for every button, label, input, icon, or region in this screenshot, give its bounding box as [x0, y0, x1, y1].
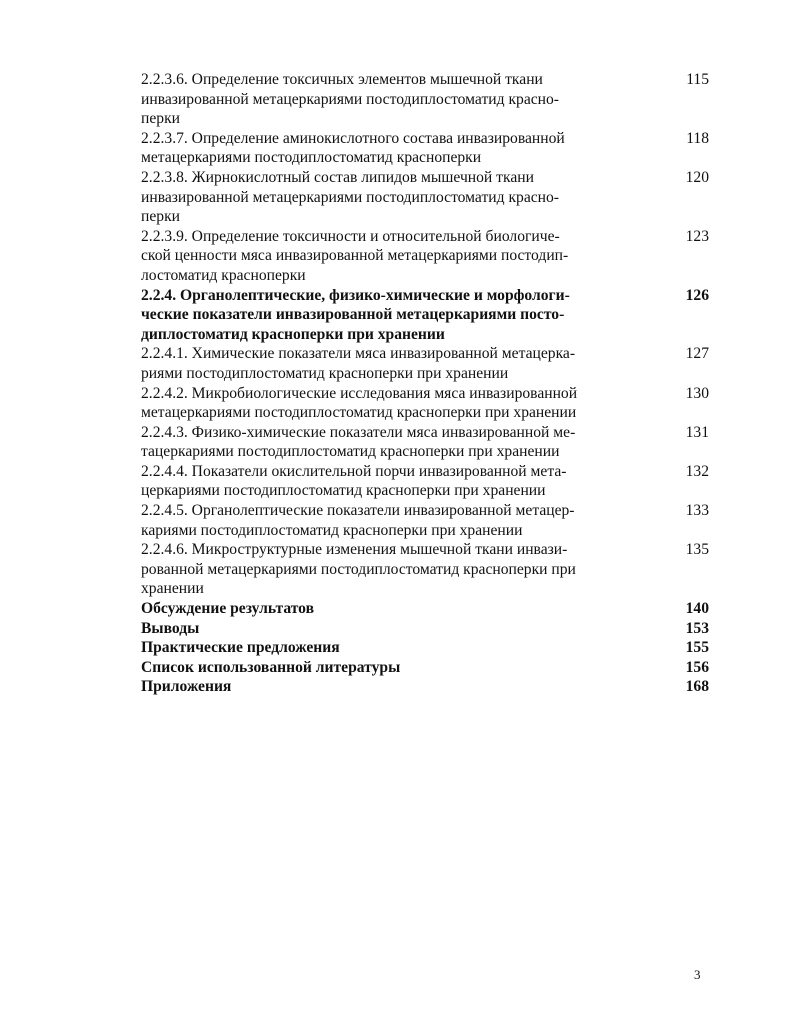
table-of-contents — [141, 70, 713, 697]
toc-entry-title: 2.2.3.8. Жирнокислотный состав липидов мышечной ткани инвазированной метацеркариями постодиплостоматид красно- перки — [141, 168, 559, 226]
toc-entry-title: Обсуждение результатов — [141, 600, 315, 618]
toc-entry-title: 2.2.3.9. Определение токсичности и относительной биологиче- ской ценности мяса инвазированной метацеркариями постодип- лостоматид красноперки — [141, 227, 569, 284]
toc-entry-page: 155 — [685, 639, 709, 657]
toc-entry-discussion — [141, 599, 713, 619]
toc-entry-2-2-4-3 — [141, 423, 713, 462]
toc-entry-page: 131 — [685, 423, 709, 441]
toc-entry-title: 2.2.4.4. Показатели окислительной порчи инвазированной мета- церкариями постодиплостоматид красноперки при хранении — [141, 462, 567, 500]
toc-entry-page: 132 — [685, 462, 709, 480]
toc-entry-title: 2.2.4.6. Микроструктурные изменения мышечной ткани инвази- рованной метацеркариями постодиплостоматид красноперки при хранении — [141, 541, 576, 598]
toc-entry-page: 127 — [685, 345, 709, 363]
toc-entry-page: 130 — [685, 384, 709, 402]
toc-entry-title: Выводы — [141, 619, 200, 637]
toc-entry-title: 2.2.4.3. Физико-химические показатели мяса инвазированной ме- тацеркариями постодиплостоматид красноперки при хранении — [141, 423, 576, 461]
toc-entry-conclusions — [141, 619, 713, 639]
toc-entry-page: 120 — [685, 168, 709, 186]
toc-entry-title: 2.2.4.2. Микробиологические исследования мяса инвазированной метацеркариями постодиплостоматид красноперки при хранении — [141, 384, 578, 422]
toc-entry-appendices — [141, 677, 713, 697]
toc-entry-page: 153 — [685, 619, 709, 637]
toc-entry-title: 2.2.4. Органолептические, физико-химические и морфологи- ческие показатели инвазированной метацеркариями посто- диплостоматид красноперки при хранении — [141, 286, 570, 343]
toc-entry-title: Список использованной литературы — [141, 658, 401, 676]
toc-entry-page: 168 — [685, 678, 709, 696]
toc-entry-page: 135 — [685, 541, 709, 559]
toc-entry-2-2-4-6 — [141, 540, 713, 599]
toc-entry-2-2-3-9 — [141, 227, 713, 286]
toc-entry-title: 2.2.3.6. Определение токсичных элементов мышечной ткани инвазированной метацеркариями постодиплостоматид красно- перки — [141, 71, 559, 128]
toc-entry-2-2-3-6 — [141, 70, 713, 129]
toc-entry-title: 2.2.3.7. Определение аминокислотного состава инвазированной метацеркариями постодиплостоматид красноперки — [141, 129, 565, 167]
toc-entry-page: 140 — [685, 600, 709, 618]
toc-entry-practical-proposals — [141, 638, 713, 658]
toc-entry-title: 2.2.4.5. Органолептические показатели инвазированной метацер- кариями постодиплостоматид красноперки при хранении — [141, 502, 575, 539]
toc-entry-page: 118 — [686, 129, 709, 147]
toc-entry-page: 115 — [686, 71, 709, 88]
toc-entry-2-2-4-4 — [141, 462, 713, 501]
toc-entry-2-2-4 — [141, 286, 713, 345]
toc-entry-page: 156 — [685, 658, 709, 676]
toc-entry-title: Практические предложения — [141, 639, 340, 657]
toc-entry-2-2-3-8 — [141, 168, 713, 227]
toc-entry-title: Приложения — [141, 678, 232, 696]
toc-entry-2-2-3-7 — [141, 129, 713, 168]
toc-entry-page: 123 — [685, 227, 709, 245]
toc-entry-page: 126 — [685, 286, 709, 304]
toc-entry-page: 133 — [685, 502, 709, 520]
toc-entry-2-2-4-2 — [141, 384, 713, 423]
toc-entry-2-2-4-1 — [141, 344, 713, 383]
toc-entry-references — [141, 658, 713, 678]
page-number: 3 — [694, 967, 701, 982]
toc-entry-2-2-4-5 — [141, 501, 713, 540]
toc-entry-title: 2.2.4.1. Химические показатели мяса инвазированной метацерка- риями постодиплостоматид красноперки при хранении — [141, 345, 576, 382]
